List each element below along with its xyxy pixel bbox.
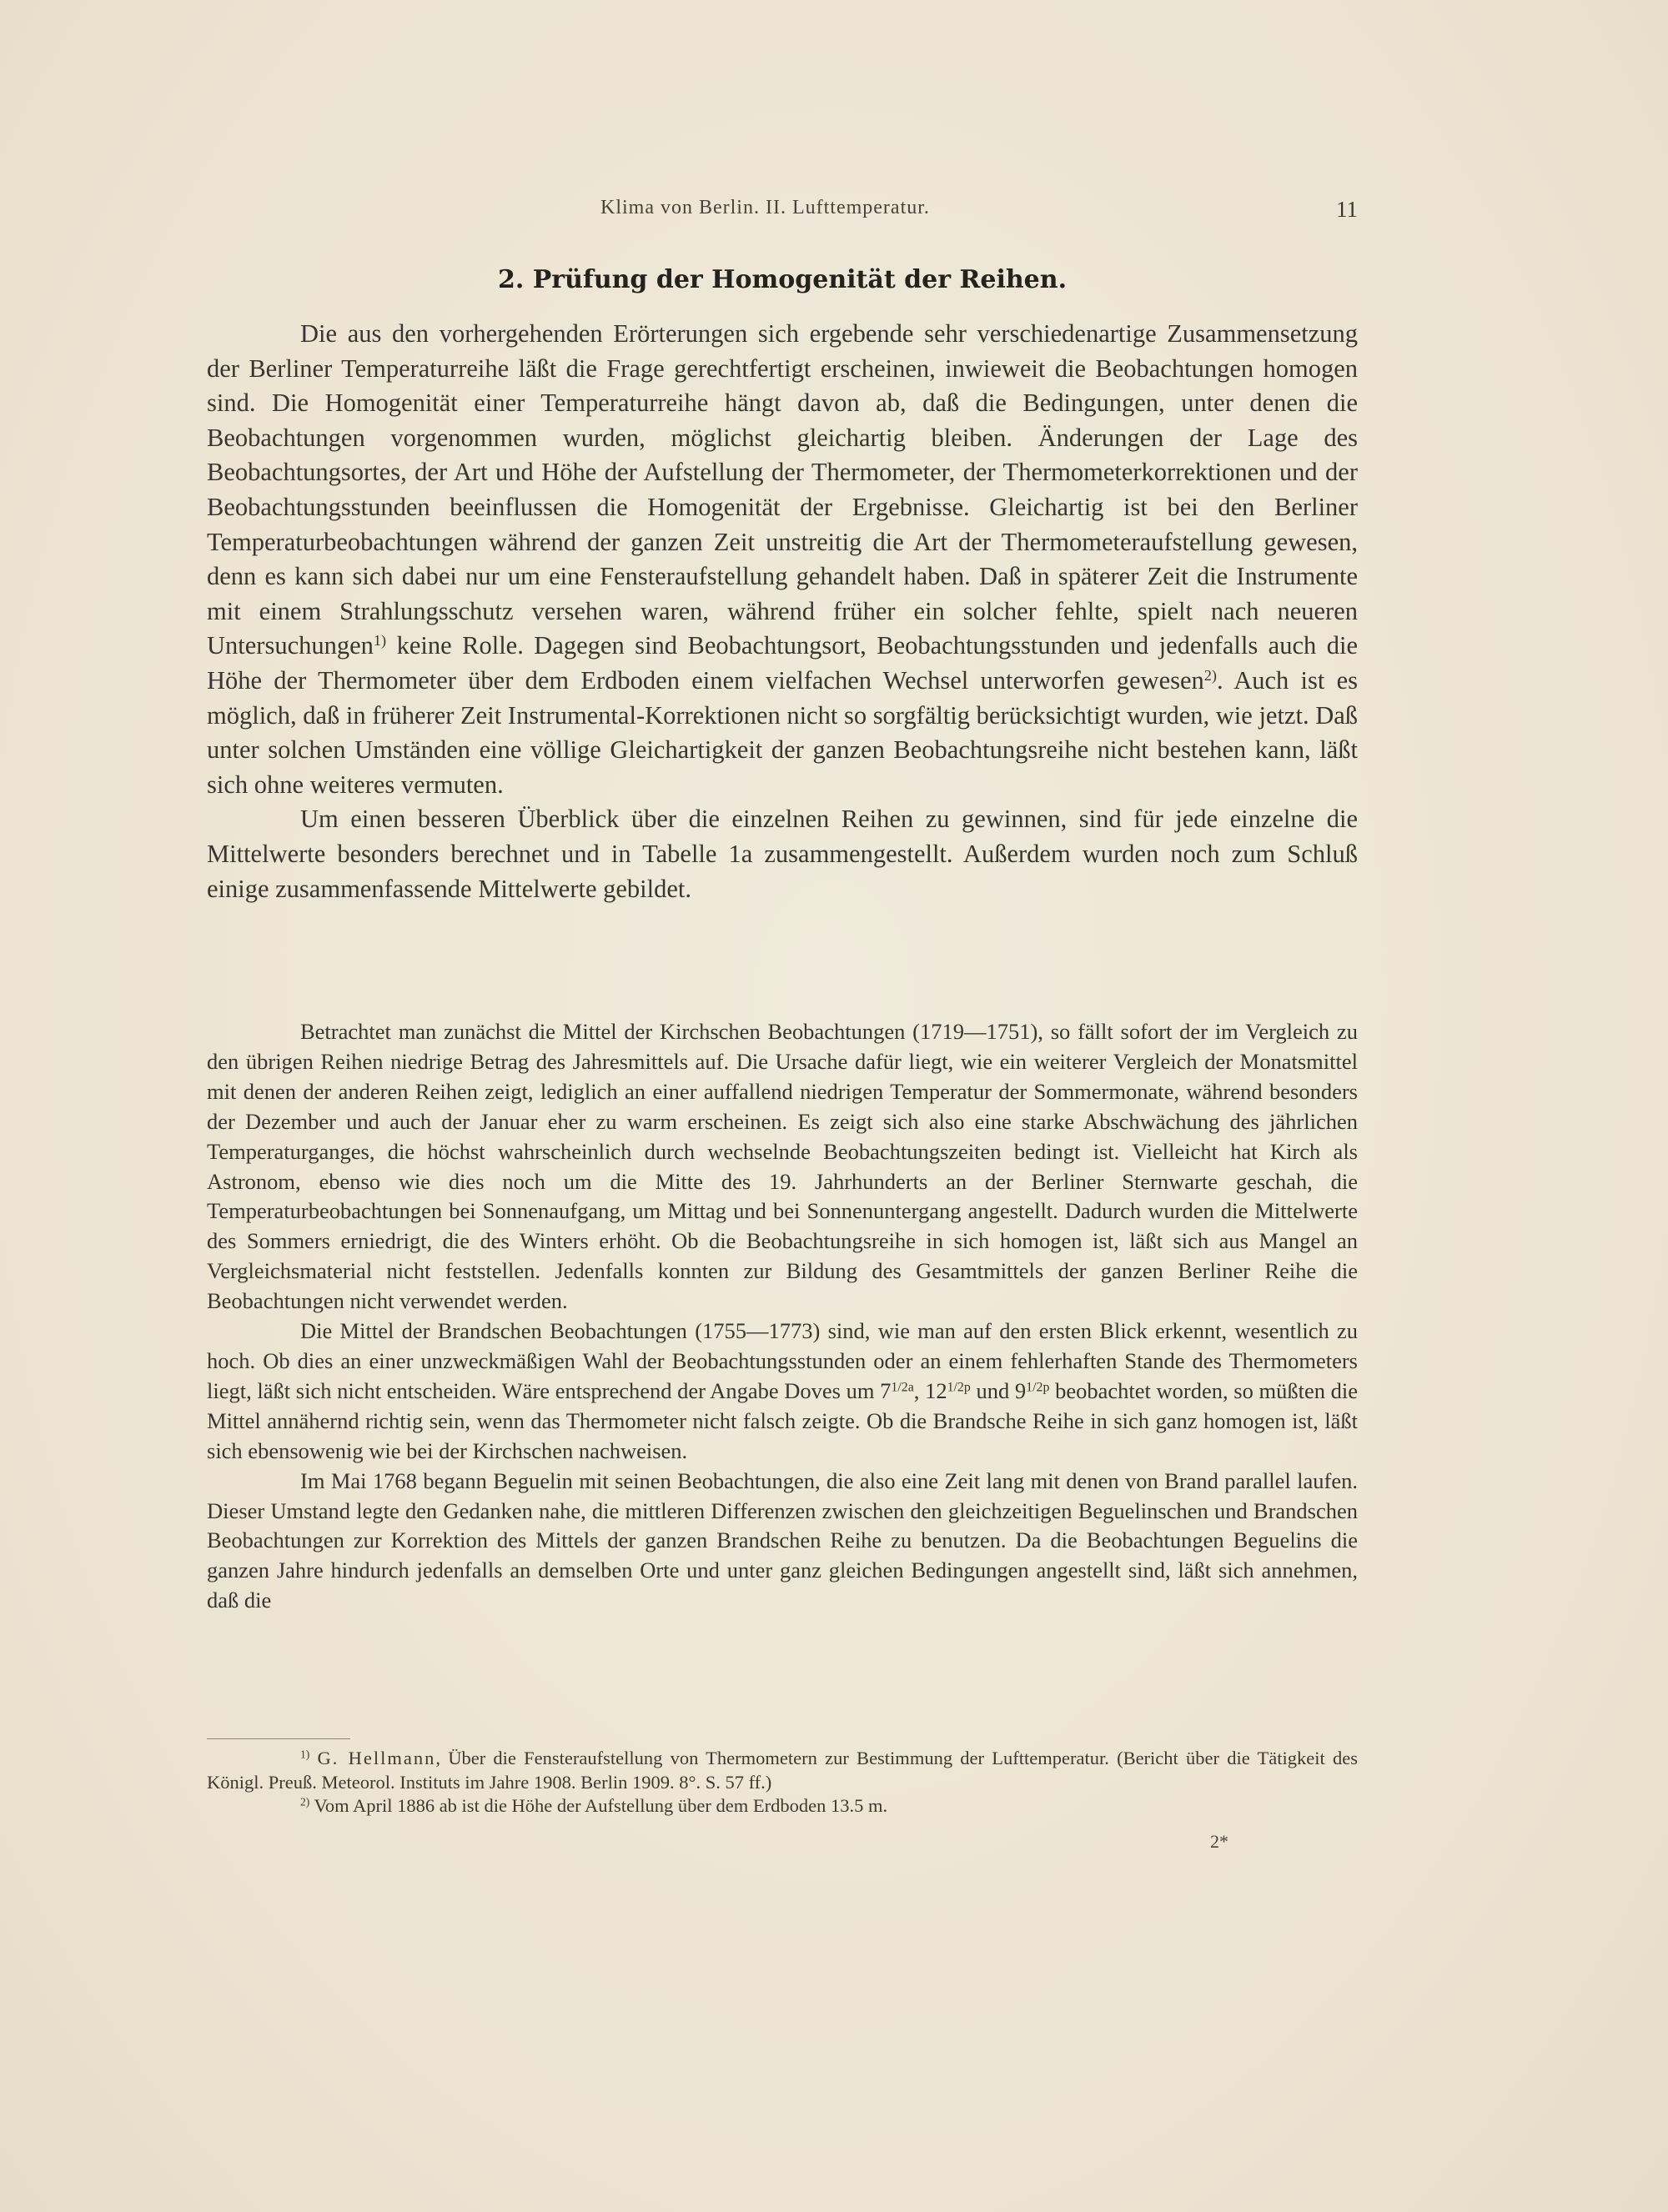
sheet-signature: 2* xyxy=(1210,1831,1228,1852)
time-value: 7 xyxy=(880,1377,892,1403)
time-value: 12 xyxy=(925,1377,947,1403)
main-text xyxy=(207,317,1358,906)
running-head: Klima von Berlin. II. Lufttemperatur. xyxy=(600,197,930,218)
time-fraction: 1/2p xyxy=(947,1380,971,1395)
footnote-1 xyxy=(207,1747,1358,1794)
page-number: 11 xyxy=(1336,197,1358,222)
footnote-2 xyxy=(207,1794,1358,1818)
time-fraction: 1/2p xyxy=(1026,1380,1050,1395)
time-fraction: 1/2a xyxy=(891,1380,914,1395)
paragraph-text: . Auch ist es möglich, daß in früherer Zeit Instrumental-Korrektionen nicht so sorgfältig berücksichtigt wurden, wie jetzt. Daß unter solchen Umständen eine völlige Gleichartigkeit der ganzen Beobachtungsreihe nicht bestehen kann, läßt sich ohne weiteres vermuten. xyxy=(207,665,1359,799)
footnote-author: G. Hellmann xyxy=(317,1748,436,1768)
paragraph xyxy=(207,317,1358,802)
footnote-text: , Über die Fensteraufstellung von Thermometern zur Bestimmung der Lufttemperatur. (Bericht über die Tätigkeit des Königl. Preuß. Meteorol. Instituts im Jahre 1908. Berlin 1909. 8°. S. 57 ff.) xyxy=(207,1748,1359,1793)
footnote-reference: 2) xyxy=(1203,666,1218,684)
page-header xyxy=(207,197,1358,227)
paragraph-text: Die Mittel der Brandschen Beobachtungen (1755—1773) sind, wie man auf den ersten Blick erkennt, wesentlich zu hoch. Ob dies an einer unzweckmäßigen Wahl der Beobachtungsstunden oder an einem fehlerhaften Stande des Thermometers liegt, läßt sich nicht entscheiden. Wäre entsprechend der Angabe Doves um xyxy=(207,1318,1358,1403)
paragraph: Im Mai 1768 begann Beguelin mit seinen Beobachtungen, die also eine Zeit lang mit denen von Brand parallel laufen. Dieser Umstand legte den Gedanken nahe, die mittleren Differenzen zwischen den gleichzeitigen Beguelinschen und Brandschen Beobachtungen zur Korrektion des Mittels der ganzen Brandschen Reihe zu benutzen. Da die Beobachtungen Beguelins die ganzen Jahre hindurch jedenfalls an demselben Orte und unter ganz gleichen Bedingungen angestellt sind, läßt sich annehmen, daß die xyxy=(207,1467,1358,1613)
small-print-text xyxy=(207,1017,1358,1616)
footnote-marker: 2) xyxy=(300,1795,310,1808)
paragraph-text: keine Rolle. Dagegen sind Beobachtungsort, Beobachtungsstunden und jedenfalls auch die Höhe der Thermometer über dem Erdboden einem vielfachen Wechsel unterworfen gewesen xyxy=(207,631,1358,695)
separator: und xyxy=(970,1377,1015,1403)
separator: , xyxy=(913,1377,926,1403)
paragraph: Betrachtet man zunächst die Mittel der Kirchschen Beobachtungen (1719—1751), so fällt sofort der im Vergleich zu den übrigen Reihen niedrige Betrag des Jahresmittels auf. Die Ursache dafür liegt, wie ein weiterer Vergleich der Monatsmittel mit denen der anderen Reihen zeigt, lediglich an einer auffallend niedrigen Temperatur der Sommermonate, während besonders der Dezember und auch der Januar eher zu warm erscheinen. Es zeigt sich also eine starke Abschwächung des jährlichen Temperaturganges, die höchst wahrscheinlich durch wechselnde Beobachtungszeiten bedingt ist. Vielleicht hat Kirch als Astronom, ebenso wie dies noch um die Mitte des 19. Jahrhunderts an der Berliner Sternwarte geschah, die Temperaturbeobachtungen bei Sonnenaufgang, um Mittag und bei Sonnenuntergang angestellt. Dadurch wurden die Mittelwerte des Sommers erniedrigt, die des Winters erhöht. Ob die Beobachtungsreihe in sich homogen ist, läßt sich aus Mangel an Vergleichsmaterial nicht feststellen. Jedenfalls konnten zur Bildung des Gesamtmittels der ganzen Berliner Reihe die Beobachtungen nicht verwendet werden. xyxy=(207,1019,1358,1314)
time-value: 9 xyxy=(1014,1377,1027,1403)
paragraph: Um einen besseren Überblick über die einzelnen Reihen zu gewinnen, sind für jede einzelne die Mittelwerte besonders berechnet und in Tabelle 1a zusammengestellt. Außerdem wurden noch zum Schluß einige zusammenfassende Mittelwerte gebildet. xyxy=(207,805,1358,903)
footnote-reference: 1) xyxy=(373,632,387,650)
paragraph xyxy=(207,1317,1358,1467)
footnote-text: Vom April 1886 ab ist die Höhe der Aufstellung über dem Erdboden 13.5 m. xyxy=(309,1795,888,1816)
paragraph-text: Die aus den vorhergehenden Erörterungen sich ergebende sehr verschiedenartige Zusammensetzung der Berliner Temperaturreihe läßt die Frage gerechtfertigt erscheinen, inwieweit die Beobachtungen homogen sind. Die Homogenität einer Temperaturreihe hängt davon ab, daß die Bedingungen, unter denen die Beobachtungen vorgenommen wurden, möglichst gleichartig bleiben. Änderungen der Lage des Beobachtungsortes, der Art und Höhe der Aufstellung der Thermometer, der Thermometerkorrektionen und der Beobachtungsstunden beeinflussen die Homogenität der Ergebnisse. Gleichartig ist bei den Berliner Temperaturbeobachtungen während der ganzen Zeit unstreitig die Art der Thermometeraufstellung gewesen, denn es kann sich dabei nur um eine Fensteraufstellung gehandelt haben. Daß in späterer Zeit die Instrumente mit einem Strahlungsschutz versehen waren, während früher ein solcher fehlte, spielt nach neueren Untersuchungen xyxy=(207,319,1358,660)
footnote-divider xyxy=(207,1738,350,1739)
footnote-marker: 1) xyxy=(300,1748,310,1761)
paragraph-text: beobachtet worden, so müßten die Mittel annähernd richtig sein, wenn das Thermometer nicht falsch zeigte. Ob die Brandsche Reihe in sich ganz homogen ist, läßt sich ebensowenig wie bei der Kirchschen nachweisen. xyxy=(207,1377,1359,1463)
section-title: 2. Prüfung der Homogenität der Reihen. xyxy=(497,265,1068,294)
footnotes xyxy=(207,1747,1358,1818)
